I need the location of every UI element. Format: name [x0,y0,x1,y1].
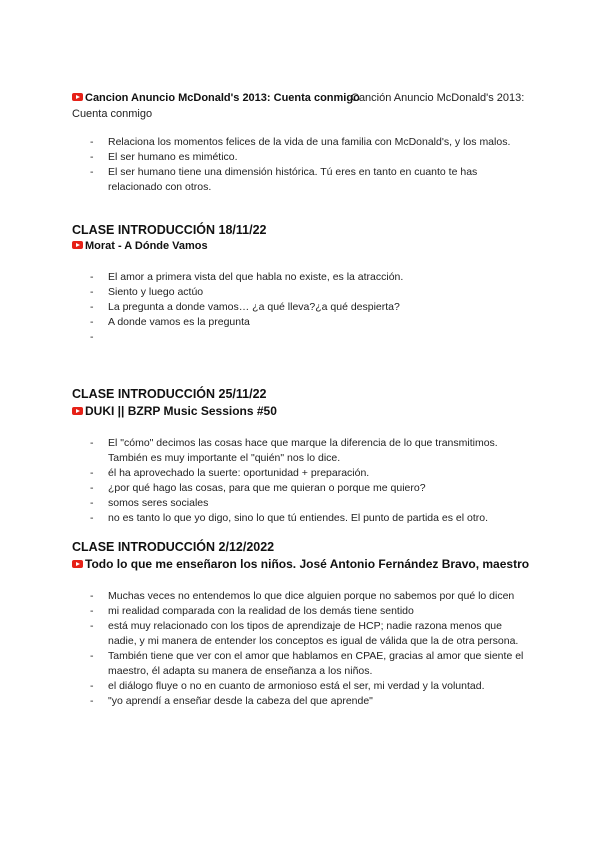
list-item: - mi realidad comparada con la realidad de los demás tiene sentido [72,604,532,619]
list-item: - no es tanto lo que yo digo, sino lo que tú entiendes. El punto de partida es el otro. [72,511,532,526]
section-heading: CLASE INTRODUCCIÓN 2/12/2022 [72,540,275,554]
intro-trailing-text: Canción Anuncio McDonald's 2013: Cuenta conmigo [72,92,525,120]
list-item: - "yo aprendí a enseñar desde la cabeza del que aprende" [72,694,532,709]
video-chip[interactable] [72,404,277,418]
youtube-icon [72,241,83,249]
list-item: - A donde vamos es la pregunta [72,315,532,330]
list-item: - ¿por qué hago las cosas, para que me quieran o porque me quiero? [72,481,532,496]
video-chip-title: DUKI || BZRP Music Sessions #50 [85,404,277,418]
section-bullet-list [72,589,532,709]
list-item: - También tiene que ver con el amor que hablamos en CPAE, gracias al amor que siente el maestro, él adapta su manera de enseñanza a los niños. [72,649,532,679]
video-chip[interactable] [72,557,529,571]
intro-link-line [72,90,532,122]
list-item: - Siento y luego actúo [72,285,532,300]
youtube-icon [72,560,83,568]
section-bullet-list [72,436,532,526]
intro-video-title: Cancion Anuncio McDonald's 2013: Cuenta conmigo [85,92,360,104]
section-heading: CLASE INTRODUCCIÓN 25/11/22 [72,387,267,401]
list-item: - somos seres sociales [72,496,532,511]
video-chip-title: Todo lo que me enseñaron los niños. José Antonio Fernández Bravo, maestro [85,557,530,571]
list-item: - Relaciona los momentos felices de la vida de una familia con McDonald's, y los malos. [72,135,532,150]
list-item: - El amor a primera vista del que habla no existe, es la atracción. [72,270,532,285]
list-item: - Muchas veces no entendemos lo que dice alguien porque no sabemos por qué lo dicen [72,589,532,604]
list-item [72,330,532,345]
youtube-icon [72,93,83,101]
list-item: - El "cómo" decimos las cosas hace que marque la diferencia de lo que transmitimos. También es muy importante el "quién" nos lo dice. [72,436,532,466]
list-item: - él ha aprovechado la suerte: oportunidad + preparación. [72,466,532,481]
intro-bullet-list [72,135,532,195]
video-chip-title: Morat - A Dónde Vamos [85,240,208,252]
list-item: - El ser humano tiene una dimensión histórica. Tú eres en tanto en cuanto te has relacionado con otros. [72,165,532,195]
list-item: - está muy relacionado con los tipos de aprendizaje de HCP; nadie razona menos que nadie, y mi manera de entender los conceptos es igual de válida que la de otra persona. [72,619,532,649]
section-bullet-list [72,270,532,345]
list-item: - el diálogo fluye o no en cuanto de armonioso está el ser, mi verdad y la voluntad. [72,679,532,694]
section-heading: CLASE INTRODUCCIÓN 18/11/22 [72,223,267,237]
video-chip[interactable] [72,240,208,252]
list-item: - La pregunta a donde vamos… ¿a qué lleva?¿a qué despierta? [72,300,532,315]
youtube-icon [72,407,83,415]
list-item: - El ser humano es mimético. [72,150,532,165]
